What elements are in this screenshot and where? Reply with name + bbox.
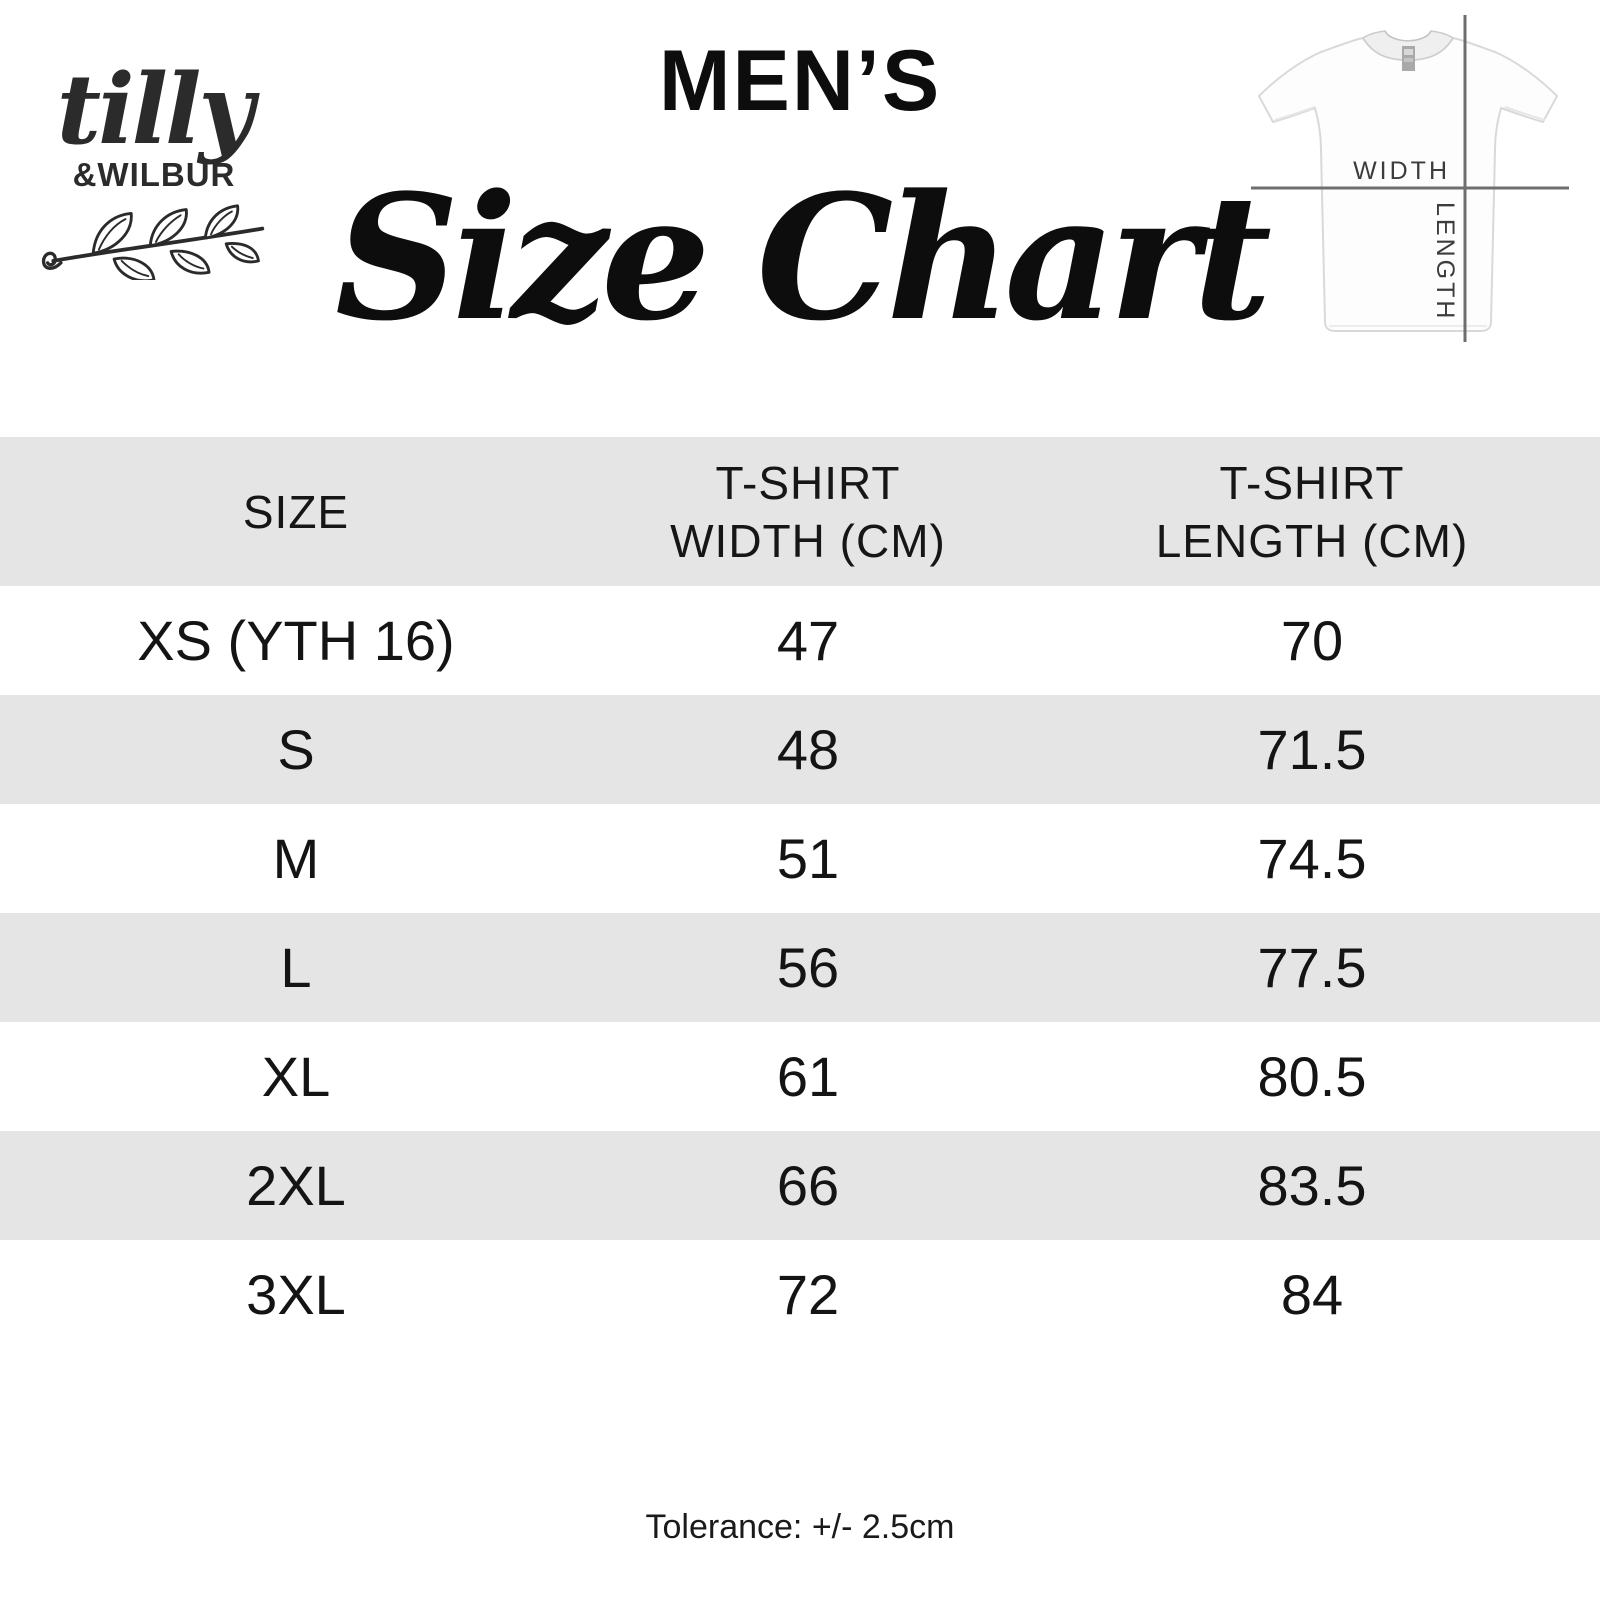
tshirt-diagram [1243,10,1577,350]
table-row-l [0,913,1600,1022]
cell-size: 2XL [246,1153,346,1217]
table-row-xs [0,586,1600,695]
cell-length: 80.5 [1257,1044,1367,1108]
cell-width: 66 [776,1153,840,1217]
width-label: WIDTH [1353,157,1450,185]
table-row-3xl [0,1240,1600,1349]
category-title: MEN’S [658,33,942,129]
cell-length: 84 [1280,1262,1344,1326]
cell-length: 74.5 [1257,826,1367,890]
cell-length: 70 [1280,608,1344,672]
table-row-xl [0,1022,1600,1131]
table-row-m [0,804,1600,913]
cell-size: 3XL [246,1262,346,1326]
table-header-row [0,437,1600,586]
cell-width: 72 [776,1262,840,1326]
cell-width: 51 [776,826,840,890]
cell-width: 56 [776,935,840,999]
table-row-s [0,695,1600,804]
cell-length: 71.5 [1257,717,1367,781]
brand-script-name: tilly [56,53,252,166]
cell-size: XL [261,1044,331,1108]
page-title: Size Chart [334,156,1265,359]
tolerance-note: Tolerance: +/- 2.5cm [645,1508,955,1546]
cell-size: M [272,826,320,890]
cell-width: 61 [776,1044,840,1108]
column-header-length: T-SHIRT LENGTH (CM) [1155,456,1469,567]
cell-length: 83.5 [1257,1153,1367,1217]
column-header-width: T-SHIRT WIDTH (CM) [670,456,946,567]
cell-size: S [277,717,315,781]
size-table [0,437,1600,1349]
brand-caps-name: &WILBUR [72,156,236,193]
cell-width: 47 [776,608,840,672]
table-row-2xl [0,1131,1600,1240]
cell-size: L [280,935,312,999]
column-header-size: SIZE [242,485,350,538]
cell-length: 77.5 [1257,935,1367,999]
cell-width: 48 [776,717,840,781]
cell-size: XS (YTH 16) [137,608,455,672]
length-label: LENGTH [1431,202,1459,322]
